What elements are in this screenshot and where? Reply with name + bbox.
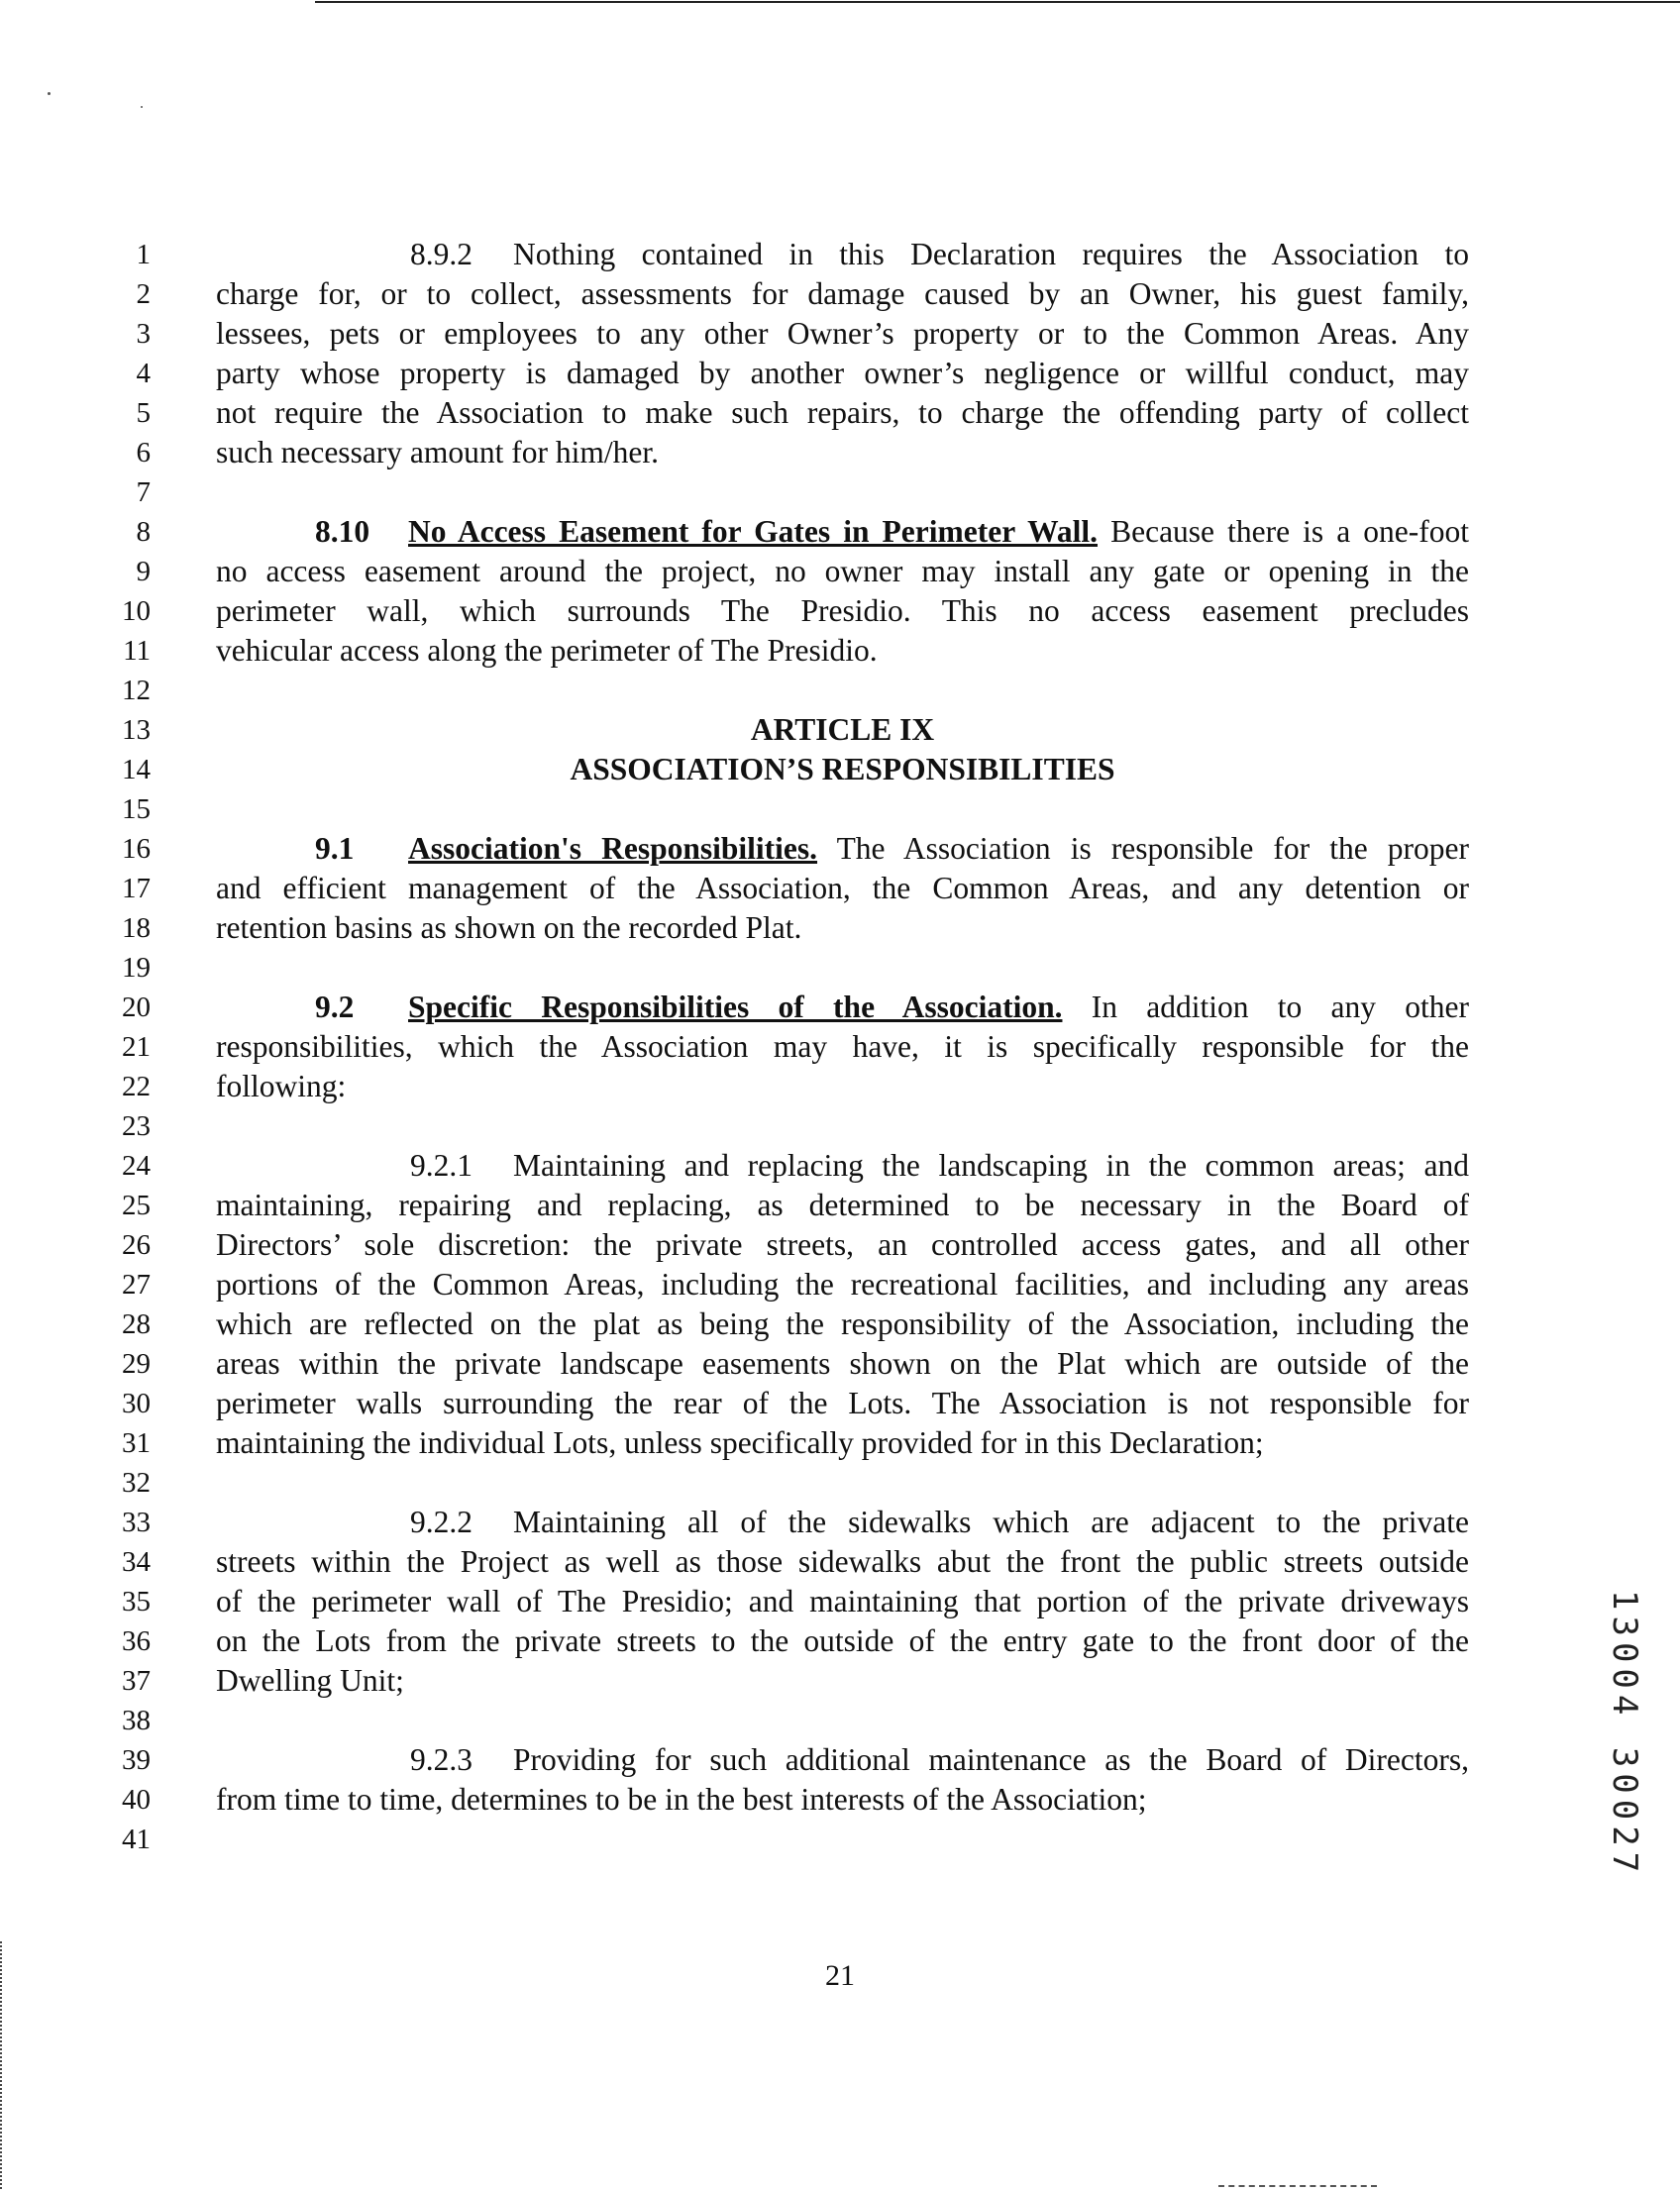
line-number: 12 bbox=[122, 675, 151, 706]
article-subtitle: ASSOCIATION’S RESPONSIBILITIES bbox=[570, 752, 1115, 786]
article-title: ARTICLE IX bbox=[750, 712, 935, 747]
line-number: 11 bbox=[123, 635, 151, 667]
text-line: 9.2 Specific Responsibilities of the Association. In addition to any other bbox=[216, 988, 1469, 1027]
section-number: 8.10 bbox=[315, 514, 370, 549]
section-number: 9.2.3 bbox=[410, 1742, 472, 1777]
line-number: 22 bbox=[122, 1071, 151, 1102]
line-number: 2 bbox=[136, 278, 151, 310]
line-number: 4 bbox=[136, 358, 151, 389]
text-line: Dwelling Unit; bbox=[216, 1663, 404, 1698]
text-line: and efficient management of the Association, the Common Areas, and any detention or bbox=[216, 871, 1469, 905]
text-line: from time to time, determines to be in the best interests of the Association; bbox=[216, 1782, 1147, 1817]
text-line: on the Lots from the private streets to the outside of the entry gate to the front door of the bbox=[216, 1623, 1469, 1658]
text-line: charge for, or to collect, assessments for damage caused by an Owner, his guest family, bbox=[216, 276, 1469, 311]
top-edge-line bbox=[315, 1, 1680, 3]
line-number: 18 bbox=[122, 912, 151, 944]
line-number: 39 bbox=[122, 1744, 151, 1776]
line-number: 17 bbox=[122, 873, 151, 904]
section-heading: Association's Responsibilities. bbox=[408, 831, 818, 866]
text-line: which are reflected on the plat as being the responsibility of the Association, including the bbox=[216, 1306, 1469, 1341]
line-number: 15 bbox=[122, 793, 151, 825]
line-number: 9 bbox=[136, 556, 151, 587]
text-line: retention basins as shown on the recorded Plat. bbox=[216, 910, 802, 945]
text-line: no access easement around the project, no owner may install any gate or opening in the bbox=[216, 554, 1469, 588]
scan-bottom-mark bbox=[1218, 2185, 1377, 2189]
text-line: of the perimeter wall of The Presidio; and maintaining that portion of the private driveways bbox=[216, 1584, 1469, 1618]
line-number: 40 bbox=[122, 1784, 151, 1816]
line-number: 34 bbox=[122, 1546, 151, 1578]
line-number: 3 bbox=[136, 318, 151, 350]
line-number: 20 bbox=[122, 991, 151, 1023]
recording-stamp: 13004 30027 bbox=[1605, 1590, 1644, 1879]
line-number: 41 bbox=[122, 1824, 151, 1855]
text-line: Directors’ sole discretion: the private streets, an controlled access gates, and all other bbox=[216, 1227, 1469, 1262]
line-number: 37 bbox=[122, 1665, 151, 1697]
text-line: streets within the Project as well as those sidewalks abut the front the public streets outside bbox=[216, 1544, 1469, 1579]
scan-speck bbox=[48, 92, 51, 95]
text-line: 9.2.2 Maintaining all of the sidewalks which are adjacent to the private bbox=[216, 1503, 1469, 1542]
line-number: 24 bbox=[122, 1150, 151, 1182]
text-line: lessees, pets or employees to any other Owner’s property or to the Common Areas. Any bbox=[216, 316, 1469, 351]
section-number: 8.9.2 bbox=[410, 237, 472, 271]
line-number: 31 bbox=[122, 1427, 151, 1459]
line-number: 8 bbox=[136, 516, 151, 548]
line-number: 29 bbox=[122, 1348, 151, 1380]
line-number: 13 bbox=[122, 714, 151, 746]
text-line: following: bbox=[216, 1069, 347, 1103]
line-number: 35 bbox=[122, 1586, 151, 1617]
line-number: 32 bbox=[122, 1467, 151, 1499]
line-number: 19 bbox=[122, 952, 151, 984]
text-line: 9.1 Association's Responsibilities. The Association is responsible for the proper bbox=[216, 829, 1469, 869]
scan-edge-marks bbox=[0, 1941, 6, 2189]
text-line: 9.2.1 Maintaining and replacing the landscaping in the common areas; and bbox=[216, 1146, 1469, 1186]
text-line: responsibilities, which the Association may have, it is specifically responsible for the bbox=[216, 1029, 1469, 1064]
text-line: not require the Association to make such repairs, to charge the offending party of collect bbox=[216, 395, 1469, 430]
line-number: 6 bbox=[136, 437, 151, 469]
text-line: perimeter walls surrounding the rear of the Lots. The Association is not responsible for bbox=[216, 1386, 1469, 1420]
page-number: 21 bbox=[825, 1959, 855, 1992]
text-line: maintaining the individual Lots, unless specifically provided for in this Declaration; bbox=[216, 1425, 1264, 1460]
line-number: 5 bbox=[136, 397, 151, 429]
text-line: portions of the Common Areas, including the recreational facilities, and including any areas bbox=[216, 1267, 1469, 1302]
text-line: 9.2.3 Providing for such additional maintenance as the Board of Directors, bbox=[216, 1740, 1469, 1780]
text-line: vehicular access along the perimeter of The Presidio. bbox=[216, 633, 878, 668]
text-line: perimeter wall, which surrounds The Presidio. This no access easement precludes bbox=[216, 593, 1469, 628]
scan-speck bbox=[141, 106, 143, 108]
line-number: 16 bbox=[122, 833, 151, 865]
text-line: 8.10 No Access Easement for Gates in Perimeter Wall. Because there is a one-foot bbox=[216, 512, 1469, 552]
line-number: 21 bbox=[122, 1031, 151, 1063]
line-number: 14 bbox=[122, 754, 151, 785]
text-line: party whose property is damaged by another owner’s negligence or willful conduct, may bbox=[216, 356, 1469, 390]
line-number: 33 bbox=[122, 1507, 151, 1538]
line-number: 38 bbox=[122, 1705, 151, 1736]
line-number: 23 bbox=[122, 1110, 151, 1142]
line-number: 10 bbox=[122, 595, 151, 627]
line-number: 26 bbox=[122, 1229, 151, 1261]
line-number: 7 bbox=[136, 476, 151, 508]
section-number: 9.1 bbox=[315, 831, 355, 866]
section-heading: No Access Easement for Gates in Perimeter Wall. bbox=[408, 514, 1099, 549]
line-number: 25 bbox=[122, 1190, 151, 1221]
line-number: 28 bbox=[122, 1308, 151, 1340]
line-number: 27 bbox=[122, 1269, 151, 1301]
line-number: 30 bbox=[122, 1388, 151, 1419]
section-number: 9.2.2 bbox=[410, 1505, 472, 1539]
line-number: 1 bbox=[136, 239, 151, 270]
text-line: areas within the private landscape easements shown on the Plat which are outside of the bbox=[216, 1346, 1469, 1381]
text-line: 8.9.2 Nothing contained in this Declaration requires the Association to bbox=[216, 235, 1469, 274]
text-line: such necessary amount for him/her. bbox=[216, 435, 659, 470]
text-line: maintaining, repairing and replacing, as determined to be necessary in the Board of bbox=[216, 1188, 1469, 1222]
section-number: 9.2.1 bbox=[410, 1148, 472, 1183]
section-number: 9.2 bbox=[315, 990, 355, 1024]
line-number: 36 bbox=[122, 1625, 151, 1657]
section-heading: Specific Responsibilities of the Association. bbox=[408, 990, 1063, 1024]
